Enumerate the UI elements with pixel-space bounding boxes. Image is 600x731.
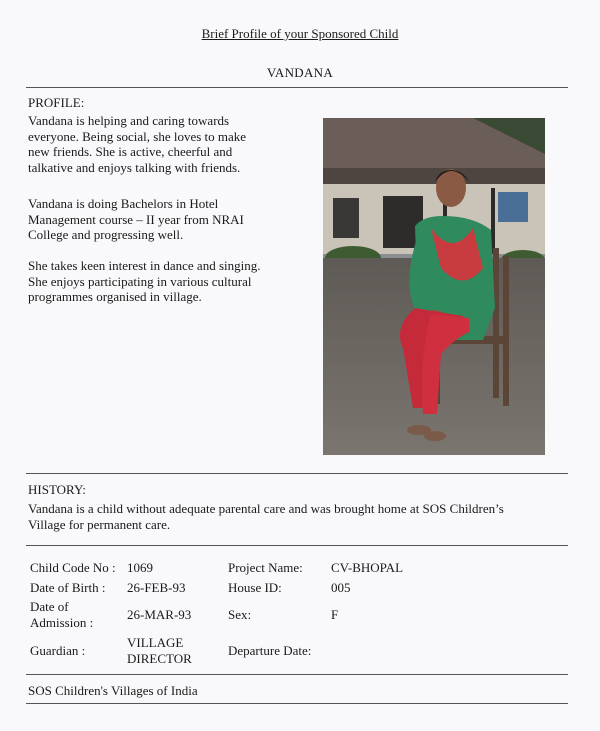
admission-label-line-2: Admission : — [30, 615, 94, 630]
sex-label: Sex: — [228, 607, 252, 622]
organization-footer: SOS Children's Villages of India — [28, 683, 198, 698]
text-line: talkative and enjoys talking with friends. — [28, 159, 241, 175]
date-of-birth-value: 26-FEB-93 — [127, 580, 186, 595]
text-line: She takes keen interest in dance and singing. — [28, 258, 261, 273]
guardian-value-line-2: DIRECTOR — [127, 651, 192, 666]
profile-label: PROFILE: — [28, 95, 85, 110]
guardian-label: Guardian : — [30, 643, 86, 658]
child-code-label: Child Code No : — [30, 560, 116, 575]
text-line: Vandana is a child without adequate parental care and was brought home at SOS Children’s — [28, 501, 504, 516]
house-id-label: House ID: — [228, 580, 282, 595]
text-line: She enjoys participating in various cultural — [28, 273, 252, 289]
text-line: College and progressing well. — [28, 227, 184, 242]
text-line: new friends. She is active, cheerful and — [28, 144, 233, 159]
child-name: VANDANA — [266, 65, 334, 80]
project-name-label: Project Name: — [228, 560, 303, 575]
departure-date-label: Departure Date: — [228, 643, 312, 658]
guardian-value-line-1: VILLAGE — [127, 635, 184, 650]
history-label: HISTORY: — [28, 482, 86, 497]
divider — [26, 703, 568, 704]
sex-value: F — [331, 607, 339, 622]
child-code-value: 1069 — [127, 560, 153, 575]
date-of-birth-label: Date of Birth : — [30, 580, 106, 595]
text-line: everyone. Being social, she loves to make — [28, 128, 247, 144]
text-line: Village for permanent care. — [28, 516, 171, 532]
project-name-value: CV-BHOPAL — [331, 560, 404, 575]
admission-label-line-1: Date of — [30, 599, 69, 614]
divider — [26, 674, 568, 675]
house-id-value: 005 — [331, 580, 351, 595]
document-title: Brief Profile of your Sponsored Child — [201, 26, 399, 41]
text-line: Vandana is helping and caring towards — [28, 113, 230, 128]
admission-value: 26-MAR-93 — [127, 607, 192, 622]
text-line: programmes organised in village. — [28, 289, 202, 304]
text-line: Vandana is doing Bachelors in Hotel — [28, 196, 219, 211]
text-line: Management course – II year from NRAI — [28, 211, 244, 227]
